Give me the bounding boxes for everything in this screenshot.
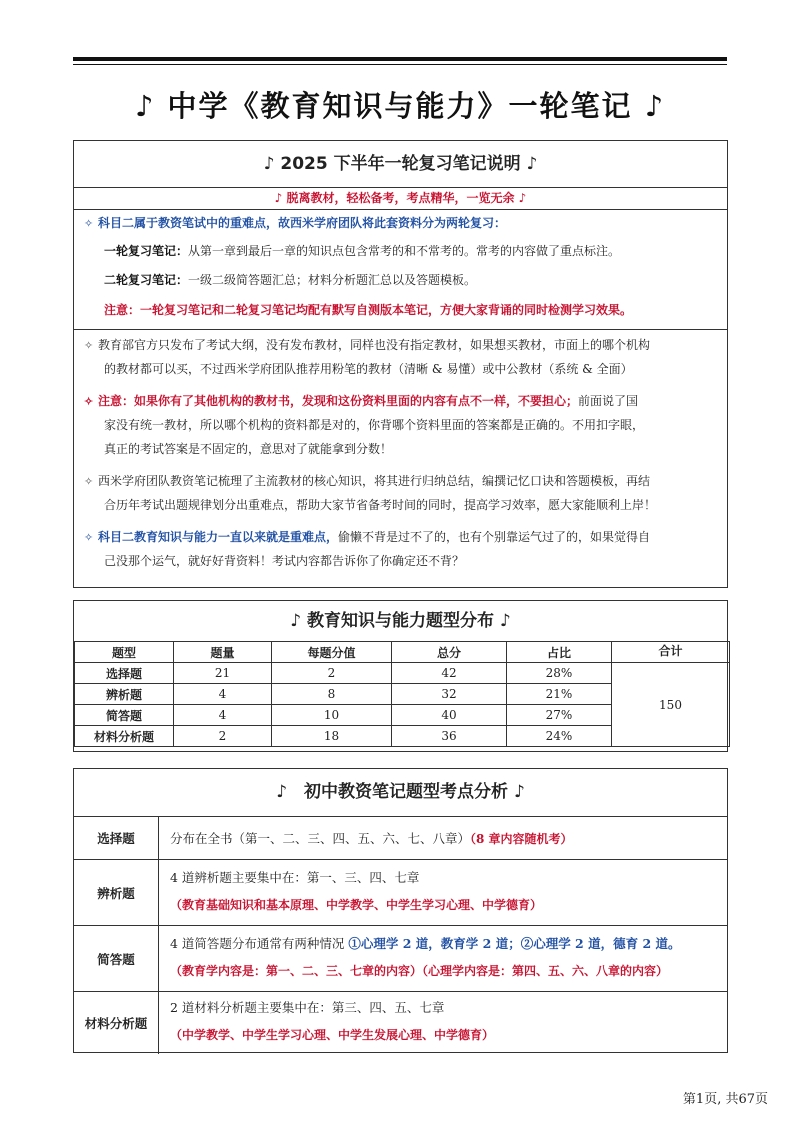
row-line1: 4 道辨析题主要集中在：第一、三、四、七章 bbox=[170, 870, 420, 885]
top-rule-thick bbox=[73, 57, 727, 61]
intro-title: ♪ 2025 下半年一轮复习笔记说明 ♪ bbox=[74, 141, 727, 188]
header-cell: 题量 bbox=[174, 642, 272, 663]
analysis-row-discrimination bbox=[74, 860, 727, 926]
cell: 32 bbox=[392, 684, 507, 705]
row-line2: （教育学内容是：第一、二、三、七章的内容）（心理学内容是：第四、五、六、八章的内容） bbox=[170, 964, 669, 978]
header-cell: 每题分值 bbox=[272, 642, 392, 663]
row-label: 选择题 bbox=[74, 816, 159, 859]
cell: 24% bbox=[507, 726, 612, 747]
round1-line bbox=[104, 242, 620, 260]
top-rule-thin bbox=[73, 64, 727, 65]
round2-line bbox=[104, 271, 476, 289]
cell: 27% bbox=[507, 705, 612, 726]
cell: 40 bbox=[392, 705, 507, 726]
total-cell: 150 bbox=[612, 663, 730, 747]
table-header-row bbox=[75, 642, 730, 663]
cell: 2 bbox=[174, 726, 272, 747]
cell: 21% bbox=[507, 684, 612, 705]
cell: 4 bbox=[174, 684, 272, 705]
note3-line2: 合历年考试出题规律划分出重难点，帮助大家节省备考时间的同时，提高学习效率，愿大家能顺利上岸！ bbox=[104, 498, 657, 512]
rounds-intro-line: ✧ 科目二属于教资笔试中的重难点，故西米学府团队将此套资料分为两轮复习： bbox=[84, 214, 506, 233]
row-line2: （教育基础知识和基本原理、中学教学、中学生学习心理、中学德育） bbox=[170, 898, 543, 912]
diamond-icon: ✧ bbox=[84, 475, 94, 488]
diamond-icon: ✧ bbox=[84, 339, 94, 352]
row-line1: 2 道材料分析题主要集中在：第三、四、五、七章 bbox=[170, 1000, 445, 1015]
cell: 8 bbox=[272, 684, 392, 705]
note2-line2: 家没有统一教材，所以哪个机构的资料都是对的，你背哪个资料里面的答案都是正确的。不用扣字眼， bbox=[104, 418, 645, 432]
cell: 42 bbox=[392, 663, 507, 684]
note3-line1: ✧ 西米学府团队教资笔记梳理了主流教材的核心知识，将其进行归纳总结，编撰记忆口诀和答题模板，再结 bbox=[84, 472, 650, 491]
intro-section-notes bbox=[74, 330, 727, 588]
intro-section-rounds bbox=[74, 209, 727, 330]
row-label: 材料分析题 bbox=[74, 992, 159, 1054]
intro-box bbox=[73, 140, 728, 588]
row-label: 辨析题 bbox=[74, 860, 159, 925]
analysis-title: ♪ 初中教资笔记题型考点分析 ♪ bbox=[74, 769, 727, 817]
header-cell: 占比 bbox=[507, 642, 612, 663]
note1-line2: 的教材都可以买，不过西米学府团队推荐用粉笔的教材（清晰 & 易懂）或中公教材（系统 & 全面） bbox=[104, 362, 633, 376]
cell: 4 bbox=[174, 705, 272, 726]
row-type: 简答题 bbox=[75, 705, 174, 726]
cell: 28% bbox=[507, 663, 612, 684]
distribution-table bbox=[74, 641, 730, 747]
note1-line1: ✧ 教育部官方只发布了考试大纲，没有发布教材，同样也没有指定教材，如果想买教材，市面上的哪个机构 bbox=[84, 336, 650, 355]
analysis-row-short-answer bbox=[74, 926, 727, 992]
round1-text: 从第一章到最后一章的知识点包含常考的和不常考的。常考的内容做了重点标注。 bbox=[188, 244, 621, 258]
round2-text: 一级二级简答题汇总；材料分析题汇总以及答题模板。 bbox=[188, 273, 477, 287]
header-cell: 总分 bbox=[392, 642, 507, 663]
cell: 36 bbox=[392, 726, 507, 747]
distribution-title: ♪ 教育知识与能力题型分布 ♪ bbox=[74, 601, 727, 642]
header-cell-total: 合计 bbox=[612, 642, 730, 663]
row-line1: 4 道简答题分布通常有两种情况 ①心理学 2 道，教育学 2 道；②心理学 2 道，德育 2 道。 bbox=[170, 936, 681, 951]
distribution-box bbox=[73, 600, 728, 752]
cell: 18 bbox=[272, 726, 392, 747]
note2-line1: ✧ 注意：如果你有了其他机构的教材书，发现和这份资料里面的内容有点不一样，不要担心；前面说了国 bbox=[84, 392, 638, 411]
note4-line2: 己没那个运气，就好好背资料！考试内容都告诉你了你确定还不背？ bbox=[104, 554, 465, 568]
diamond-icon: ✧ bbox=[84, 395, 94, 408]
row-line2: （中学教学、中学生学习心理、中学生发展心理、中学德育） bbox=[170, 1028, 495, 1042]
diamond-icon: ✧ bbox=[84, 217, 94, 230]
intro-slogan: ♪ 脱离教材，轻松备考，考点精华，一览无余 ♪ bbox=[74, 187, 727, 210]
analysis-row-choice bbox=[74, 816, 727, 860]
diamond-icon: ✧ bbox=[84, 531, 94, 544]
rounds-note: 注意：一轮复习笔记和二轮复习笔记均配有默写自测版本笔记，方便大家背诵的同时检测学习效果。 bbox=[104, 303, 633, 317]
cell: 2 bbox=[272, 663, 392, 684]
note2-line3: 真正的考试答案是不固定的，意思对了就能拿到分数！ bbox=[104, 442, 393, 456]
round1-label: 一轮复习笔记： bbox=[104, 244, 189, 258]
cell: 21 bbox=[174, 663, 272, 684]
analysis-row-material bbox=[74, 992, 727, 1054]
round2-label: 二轮复习笔记： bbox=[104, 273, 189, 287]
row-type: 辨析题 bbox=[75, 684, 174, 705]
table-row bbox=[75, 663, 730, 684]
row-label: 简答题 bbox=[74, 926, 159, 991]
row-type: 选择题 bbox=[75, 663, 174, 684]
row-line1: 分布在全书（第一、二、三、四、五、六、七、八章）（8 章内容随机考） bbox=[170, 831, 573, 846]
page-title: ♪ 中学《教育知识与能力》一轮笔记 ♪ bbox=[134, 89, 666, 123]
analysis-box bbox=[73, 768, 728, 1053]
note4-line1: ✧ 科目二教育知识与能力一直以来就是重难点，偷懒不背是过不了的，也有个别靠运气过了的，如果觉得自 bbox=[84, 528, 650, 547]
row-type: 材料分析题 bbox=[75, 726, 174, 747]
header-cell: 题型 bbox=[75, 642, 174, 663]
page-number: 第1页, 共67页 bbox=[682, 1092, 768, 1107]
cell: 10 bbox=[272, 705, 392, 726]
